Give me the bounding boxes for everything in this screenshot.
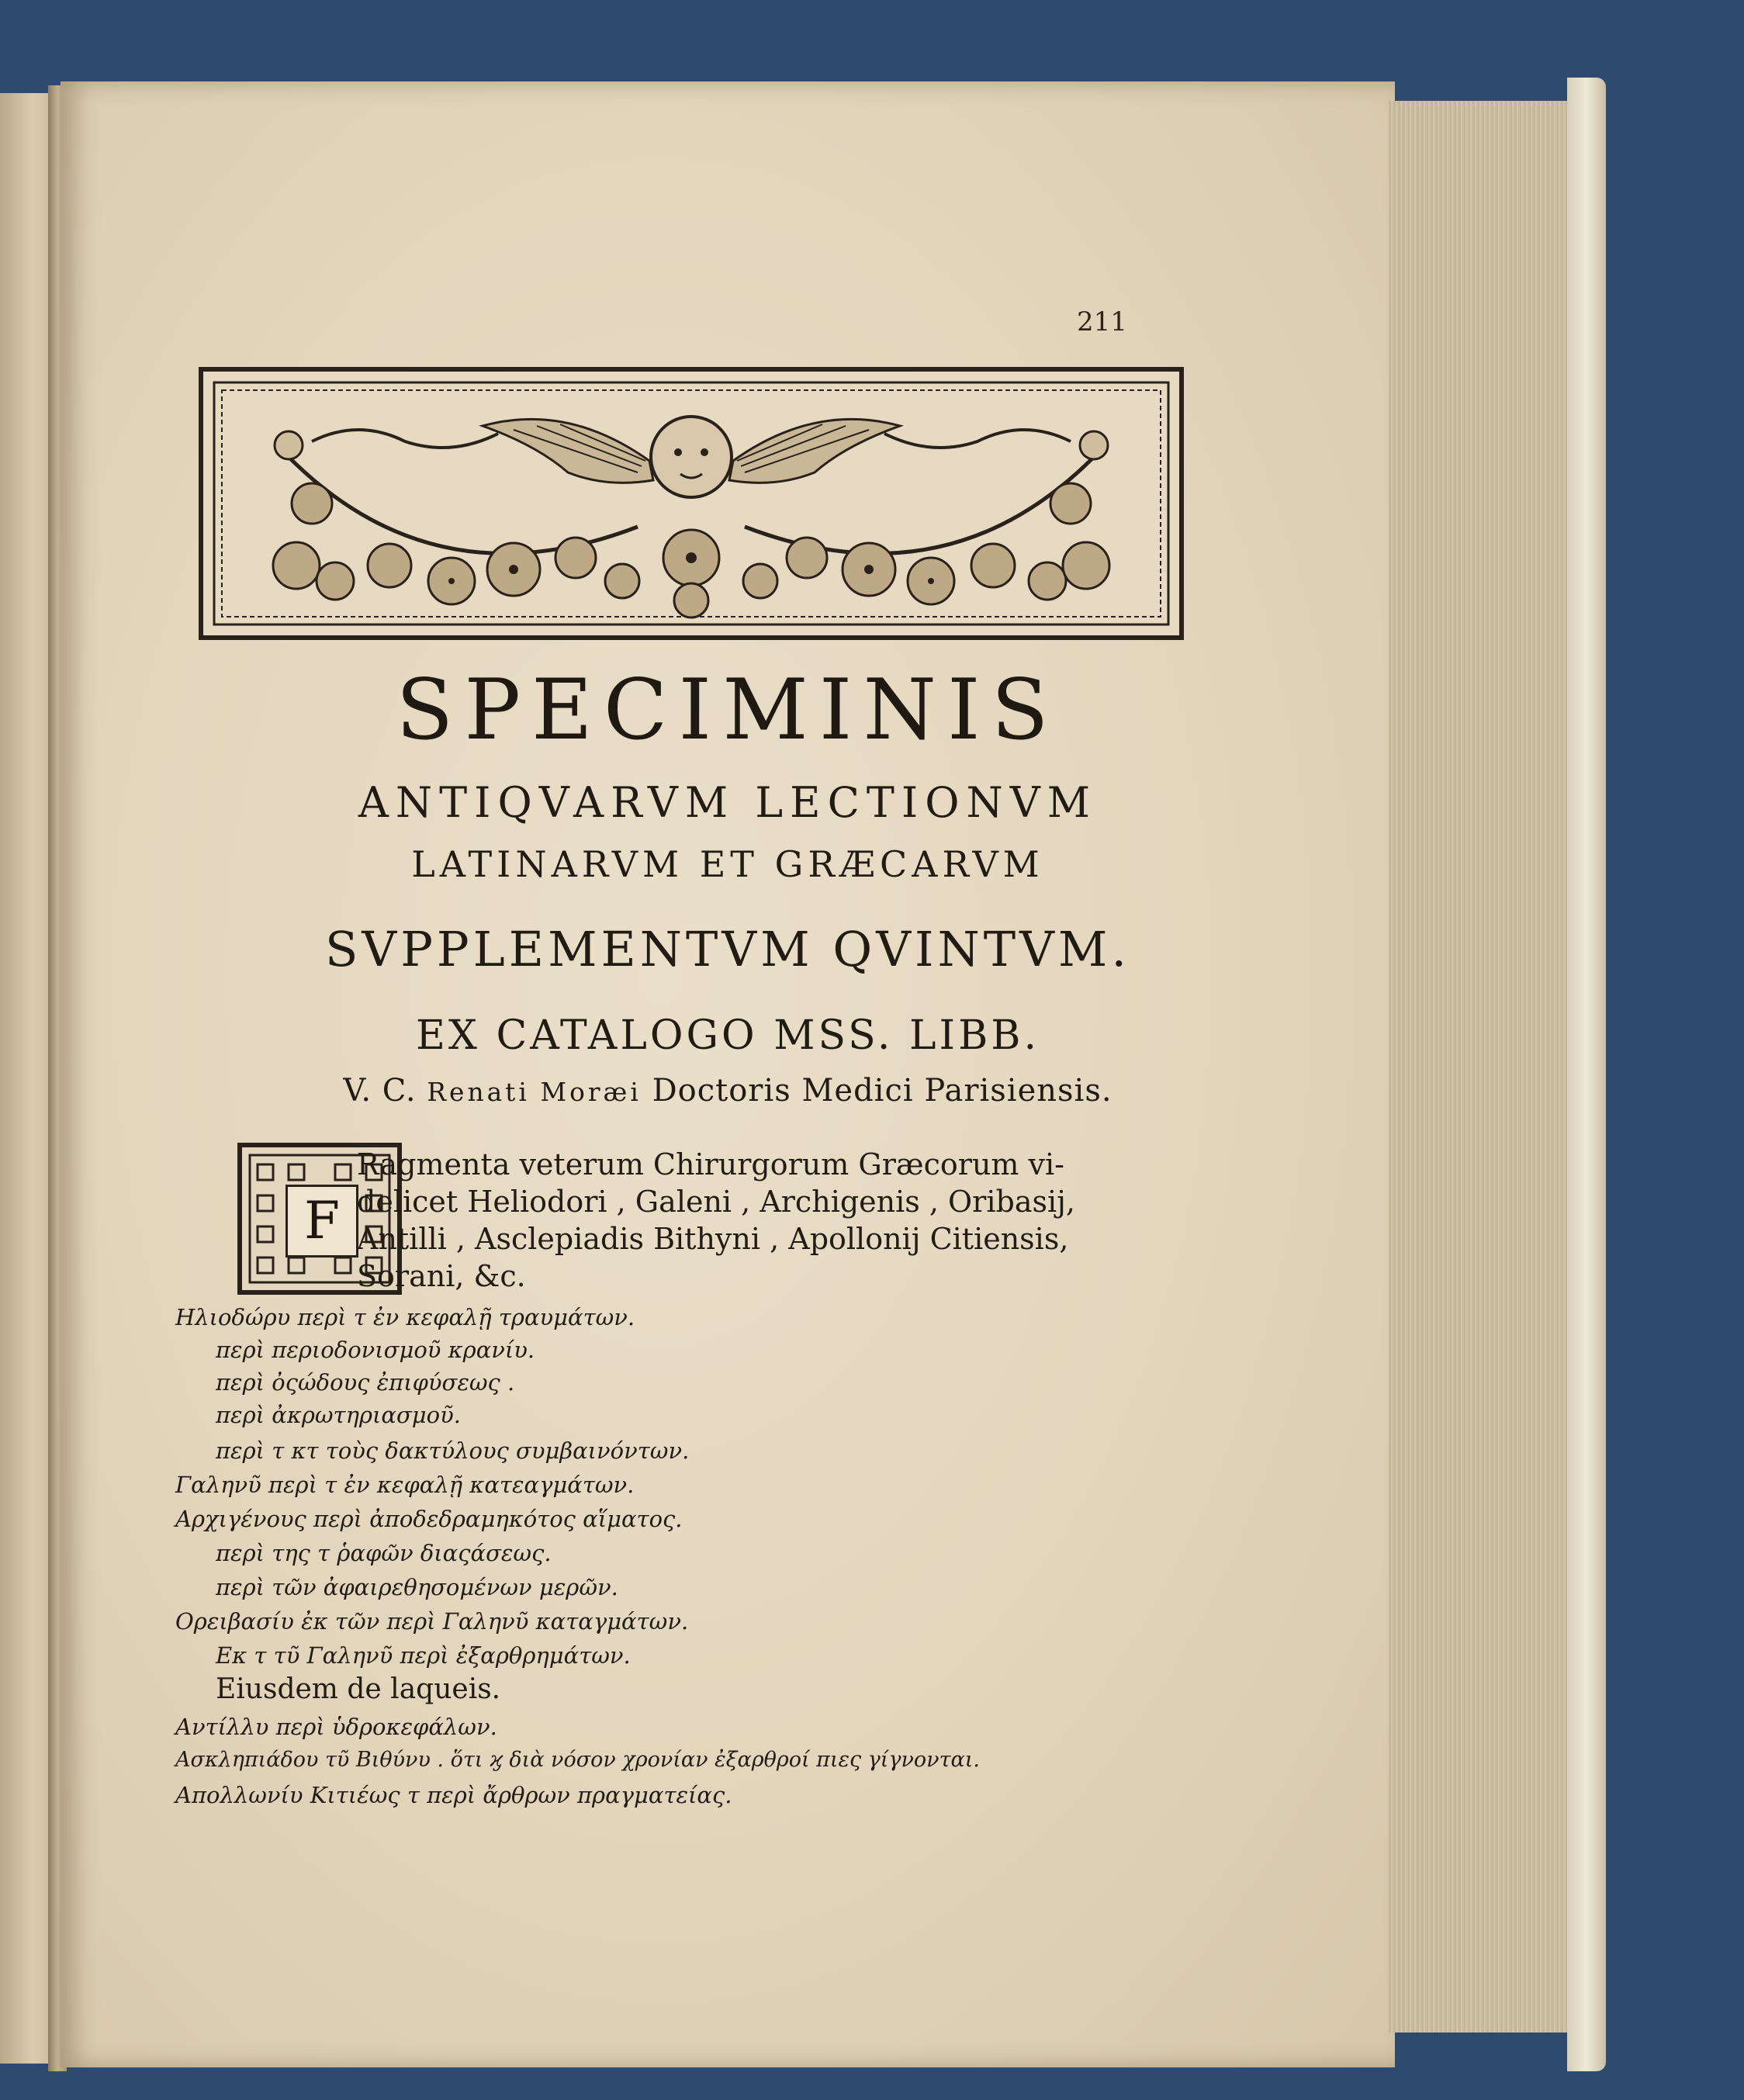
- book-page: [61, 81, 1395, 2067]
- author-name-renati: Renati: [427, 1078, 530, 1107]
- author-name-moraei: Moræi: [540, 1078, 642, 1107]
- greek-line-6: Γαληνῦ περὶ τ ἐν κεφαλῇ κατεαγμάτων.: [175, 1472, 635, 1498]
- body-line-2: delicet Heliodori , Galeni , Archigenis , Oribasij,: [357, 1185, 1075, 1219]
- greek-line-7: Αρχιγένους περὶ ἀποδεδραμηκότος αἵματος.: [175, 1506, 683, 1532]
- author-prefix: V. C.: [343, 1073, 417, 1109]
- title-main: SPECIMINIS: [396, 662, 1060, 759]
- greek-line-14: Απολλωνίυ Κιτιέως τ περὶ ἄρθρων πραγματείας.: [175, 1782, 732, 1808]
- page-block-fore-edge: [1389, 101, 1575, 2033]
- greek-line-1: Ηλιοδώρυ περὶ τ ἐν κεφαλῇ τραυμάτων.: [175, 1304, 635, 1330]
- greek-line-13: Ασκληπιάδου τῦ Βιθύνυ . ὅτι ϗ διὰ νόσον χρονίαν ἐξαρθροί πιες γίγνονται.: [175, 1748, 980, 1772]
- title-line-catalogo: EX CATALOGO MSS. LIBB.: [415, 1012, 1040, 1059]
- title-line-antiquarum: ANTIQVARVM LECTIONVM: [358, 778, 1098, 827]
- author-suffix: Doctoris Medici Parisiensis.: [652, 1073, 1112, 1109]
- page-number: 211: [1077, 306, 1127, 337]
- latin-line-eiusdem: Eiusdem de laqueis.: [216, 1673, 501, 1705]
- initial-letter: F: [285, 1185, 358, 1258]
- title-line-supplementum: SVPPLEMENTVM QVINTVM.: [324, 921, 1131, 977]
- greek-line-12: Αντίλλυ περὶ ὑδροκεφάλων.: [175, 1714, 497, 1740]
- greek-line-3: περὶ ὀςώδους ἐπιφύσεως .: [216, 1369, 515, 1396]
- greek-line-5: περὶ τ κτ τοὺς δακτύλους συμβαινόντων.: [216, 1437, 690, 1464]
- greek-line-11: Εκ τ τῦ Γαληνῦ περὶ ἐξαρθρημάτων.: [216, 1642, 631, 1669]
- body-line-1: Ragmenta veterum Chirurgorum Græcorum vi-: [357, 1147, 1064, 1181]
- greek-line-2: περὶ περιοδονισμοῦ κρανίυ.: [216, 1337, 535, 1363]
- greek-line-9: περὶ τῶν ἀφαιρεθησομένων μερῶν.: [216, 1574, 618, 1600]
- greek-line-10: Ορειβασίυ ἐκ τῶν περὶ Γαληνῦ καταγμάτων.: [175, 1608, 689, 1635]
- binding-cover-edge: [1567, 78, 1606, 2071]
- title-line-latinarum: LATINARVM ET GRÆCARVM: [411, 843, 1044, 885]
- previous-page-edge: [0, 93, 54, 2064]
- greek-line-4: περὶ ἀκρωτηριασμοῦ.: [216, 1402, 461, 1428]
- title-line-author: [61, 1073, 1395, 1109]
- woodcut-headpiece: [199, 367, 1184, 640]
- body-line-4: Sorani, &c.: [357, 1259, 526, 1293]
- greek-line-8: περὶ της τ ῥαφῶν διαςάσεως.: [216, 1540, 552, 1566]
- body-line-3: Antilli , Asclepiadis Bithyni , Apollonij Citiensis,: [357, 1222, 1069, 1256]
